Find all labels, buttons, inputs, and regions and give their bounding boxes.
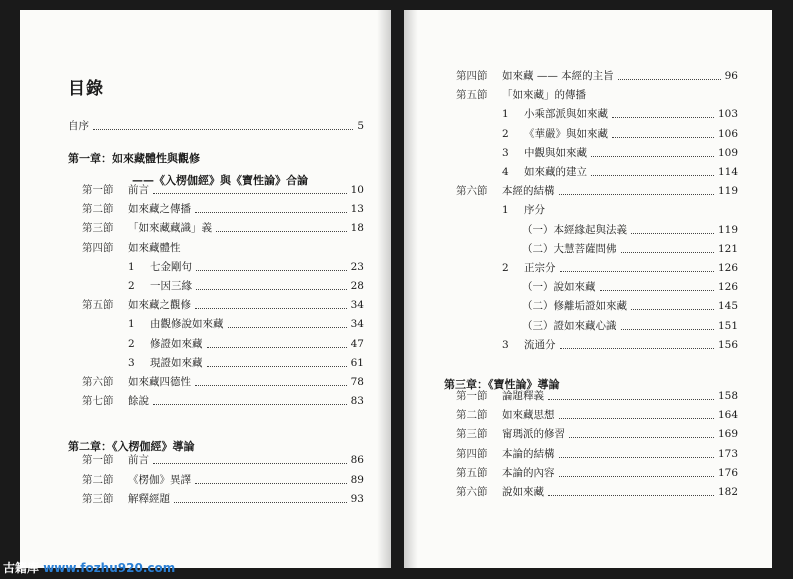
right-page <box>404 10 772 568</box>
toc-entry[interactable] <box>82 199 364 216</box>
section-label: 第五節 <box>456 466 488 479</box>
leader-dots <box>600 290 714 291</box>
toc-entry[interactable] <box>82 470 364 487</box>
entry-text: （一）說如來藏 <box>522 281 596 294</box>
toc-entry[interactable] <box>82 450 364 467</box>
toc-entry[interactable] <box>82 391 364 408</box>
leader-dots <box>216 231 347 232</box>
item-number: 1 <box>502 108 509 121</box>
entry-page: 18 <box>350 222 364 235</box>
leader-dots <box>207 366 347 367</box>
item-number: 1 <box>128 260 135 273</box>
entry-page: 10 <box>350 184 364 196</box>
entry-text: 流通分 <box>524 338 556 351</box>
entry-text: 《華嚴》與如來藏 <box>524 127 608 140</box>
leader-dots <box>559 476 714 477</box>
toc-entry[interactable] <box>522 239 738 256</box>
entry-text: 修證如來藏 <box>150 337 203 350</box>
leader-dots <box>153 404 347 405</box>
watermark-part1: 古籍库 <box>3 561 44 575</box>
entry-text: 如來藏四德性 <box>128 376 191 388</box>
toc-entry[interactable] <box>128 257 364 274</box>
site-watermark <box>3 559 175 576</box>
item-number: 1 <box>502 204 509 217</box>
entry-text: 「如來藏藏識」義 <box>128 222 212 235</box>
section-label: 第三節 <box>82 222 114 235</box>
entry-page: 169 <box>717 428 738 441</box>
toc-entry[interactable] <box>502 104 738 121</box>
left-page <box>20 10 391 568</box>
entry-page: 89 <box>350 473 364 486</box>
entry-page: 176 <box>717 466 738 479</box>
entry-text: 餘說 <box>128 395 149 408</box>
toc-entry[interactable] <box>82 489 364 506</box>
entry-page: 126 <box>717 262 738 274</box>
entry-page: 86 <box>350 454 364 466</box>
leader-dots <box>548 399 714 400</box>
toc-entry[interactable] <box>522 296 738 313</box>
leader-dots <box>591 175 714 176</box>
chapter-subheading: ——《入楞伽經》與《寶性論》合論 <box>132 174 308 187</box>
toc-entry[interactable] <box>82 180 364 197</box>
section-label: 第三節 <box>82 493 114 505</box>
entry-text: 自序 <box>68 120 89 132</box>
item-number: 2 <box>128 337 135 350</box>
entry-page: 164 <box>717 409 738 422</box>
chapter-heading: 第二章：《入楞伽經》導論 <box>68 440 195 453</box>
leader-dots <box>196 289 347 290</box>
entry-text: 現證如來藏 <box>150 356 203 369</box>
entry-text: 解釋經題 <box>128 493 170 505</box>
item-number: 2 <box>502 262 509 274</box>
chapter-heading: 第一章：如來藏體性與觀修 <box>68 152 200 165</box>
entry-page: 34 <box>350 299 364 312</box>
section-label: 第一節 <box>82 454 114 466</box>
toc-entry[interactable] <box>456 424 738 441</box>
toc-entry[interactable] <box>502 200 738 217</box>
entry-text: 本論的結構 <box>502 447 555 460</box>
leader-dots <box>618 79 721 80</box>
leader-dots <box>560 348 714 349</box>
entry-text: 如來藏 —— 本經的主旨 <box>502 70 614 82</box>
section-label: 第二節 <box>82 473 114 486</box>
entry-page: 173 <box>717 447 738 460</box>
entry-page: 121 <box>717 242 738 255</box>
toc-entry[interactable] <box>456 463 738 480</box>
leader-dots <box>195 483 347 484</box>
entry-text: 由觀修說如來藏 <box>150 318 224 331</box>
page-gutter-shadow <box>377 10 391 568</box>
entry-page: 156 <box>717 338 738 351</box>
toc-entry[interactable] <box>502 124 738 141</box>
entry-text: 如來藏之觀修 <box>128 299 191 312</box>
entry-text: 《楞伽》異譯 <box>128 473 191 486</box>
toc-entry[interactable] <box>128 276 364 293</box>
entry-page: 182 <box>717 486 738 498</box>
section-label: 第三節 <box>456 428 488 441</box>
leader-dots <box>559 194 714 195</box>
entry-page: 145 <box>717 300 738 313</box>
leader-dots <box>195 385 347 386</box>
section-label: 第四節 <box>82 241 114 254</box>
leader-dots <box>153 193 347 194</box>
toc-entry[interactable] <box>128 334 364 351</box>
entry-page: 5 <box>357 120 364 132</box>
entry-text: 前言 <box>128 454 149 466</box>
toc-entry[interactable] <box>502 162 738 179</box>
section-label: 第六節 <box>82 376 114 388</box>
chapter-heading: 第三章：《寶性論》導論 <box>444 378 560 391</box>
section-label: 第六節 <box>456 185 488 198</box>
toc-entry-preface[interactable] <box>68 116 364 133</box>
toc-entry[interactable] <box>502 335 738 352</box>
entry-page: 119 <box>717 223 738 236</box>
toc-entry[interactable] <box>502 258 738 275</box>
entry-page: 23 <box>350 260 364 273</box>
entry-page: 83 <box>350 395 364 408</box>
leader-dots <box>548 495 714 496</box>
entry-text: 「如來藏」的傳播 <box>502 89 586 102</box>
entry-text: （三）證如來藏心識 <box>522 319 617 332</box>
entry-text: （二）修離垢證如來藏 <box>522 300 627 313</box>
entry-text: 本經的結構 <box>502 185 555 198</box>
leader-dots <box>569 437 714 438</box>
leader-dots <box>591 156 714 157</box>
section-label: 第二節 <box>82 203 114 216</box>
toc-entry[interactable] <box>82 218 364 235</box>
section-label: 第五節 <box>82 299 114 312</box>
toc-entry[interactable] <box>128 314 364 331</box>
item-number: 2 <box>128 280 135 292</box>
entry-text: 小乘部派與如來藏 <box>524 108 608 121</box>
toc-entry[interactable] <box>456 482 738 499</box>
section-label: 第五節 <box>456 89 488 102</box>
toc-title: 目錄 <box>68 79 104 99</box>
toc-entry[interactable] <box>522 316 738 333</box>
entry-page: 106 <box>717 127 738 140</box>
entry-page: 93 <box>350 493 364 505</box>
toc-entry[interactable] <box>456 85 738 102</box>
watermark-part2: www.fozhu920.com <box>43 561 176 575</box>
section-label: 第四節 <box>456 447 488 460</box>
entry-text: 甯瑪派的修習 <box>502 428 565 441</box>
entry-page: 47 <box>350 337 364 350</box>
toc-entry[interactable] <box>522 277 738 294</box>
entry-text: 一因三緣 <box>150 280 192 292</box>
entry-text: 論題釋義 <box>502 390 544 402</box>
leader-dots <box>207 347 347 348</box>
leader-dots <box>174 502 347 503</box>
leader-dots <box>612 117 714 118</box>
leader-dots <box>228 327 347 328</box>
leader-dots <box>195 308 347 309</box>
entry-text: 如來藏體性 <box>128 241 181 254</box>
entry-page: 158 <box>717 390 738 402</box>
entry-text: 本論的內容 <box>502 466 555 479</box>
item-number: 2 <box>502 127 509 140</box>
toc-entry[interactable] <box>456 444 738 461</box>
entry-page: 126 <box>717 281 738 294</box>
entry-page: 151 <box>717 319 738 332</box>
toc-entry[interactable] <box>456 66 738 83</box>
toc-entry[interactable] <box>128 353 364 370</box>
toc-entry[interactable] <box>82 238 364 255</box>
toc-entry[interactable] <box>502 143 738 160</box>
entry-text: 如來藏之傳播 <box>128 203 191 216</box>
entry-page: 13 <box>350 203 364 216</box>
section-label: 第七節 <box>82 395 114 408</box>
leader-dots <box>559 457 714 458</box>
entry-text: 如來藏思想 <box>502 409 555 422</box>
entry-page: 61 <box>350 356 364 369</box>
leader-dots <box>196 270 347 271</box>
item-number: 3 <box>128 356 135 369</box>
section-label: 第四節 <box>456 70 488 82</box>
entry-text: 七金剛句 <box>150 260 192 273</box>
entry-page: 119 <box>717 185 738 198</box>
page-gutter-shadow <box>404 10 418 568</box>
entry-text: 序分 <box>524 204 545 217</box>
entry-page: 96 <box>724 70 738 82</box>
entry-text: 說如來藏 <box>502 486 544 498</box>
toc-entry[interactable] <box>456 181 738 198</box>
entry-text: （二）大慧菩薩問佛 <box>522 242 617 255</box>
leader-dots <box>621 329 714 330</box>
section-label: 第二節 <box>456 409 488 422</box>
entry-text: 前言 <box>128 184 149 196</box>
toc-entry[interactable] <box>82 295 364 312</box>
section-label: 第一節 <box>82 184 114 196</box>
leader-dots <box>153 463 347 464</box>
toc-entry[interactable] <box>522 220 738 237</box>
entry-text: 正宗分 <box>524 262 556 274</box>
item-number: 4 <box>502 166 509 178</box>
entry-page: 109 <box>717 146 738 159</box>
toc-entry[interactable] <box>456 405 738 422</box>
entry-page: 34 <box>350 318 364 331</box>
toc-entry[interactable] <box>456 386 738 403</box>
section-label: 第六節 <box>456 486 488 498</box>
leader-dots <box>93 129 353 130</box>
entry-text: 中觀與如來藏 <box>524 146 587 159</box>
leader-dots <box>195 212 347 213</box>
entry-page: 103 <box>717 108 738 121</box>
item-number: 1 <box>128 318 135 331</box>
section-label: 第一節 <box>456 390 488 402</box>
entry-text: 如來藏的建立 <box>524 166 587 178</box>
leader-dots <box>621 252 714 253</box>
leader-dots <box>559 418 714 419</box>
toc-entry[interactable] <box>82 372 364 389</box>
entry-page: 78 <box>350 376 364 388</box>
entry-page: 114 <box>717 166 738 178</box>
item-number: 3 <box>502 338 509 351</box>
leader-dots <box>631 309 714 310</box>
entry-text: （一）本經緣起與法義 <box>522 223 627 236</box>
item-number: 3 <box>502 146 509 159</box>
entry-page: 28 <box>350 280 364 292</box>
leader-dots <box>560 271 714 272</box>
leader-dots <box>612 137 714 138</box>
leader-dots <box>631 233 714 234</box>
